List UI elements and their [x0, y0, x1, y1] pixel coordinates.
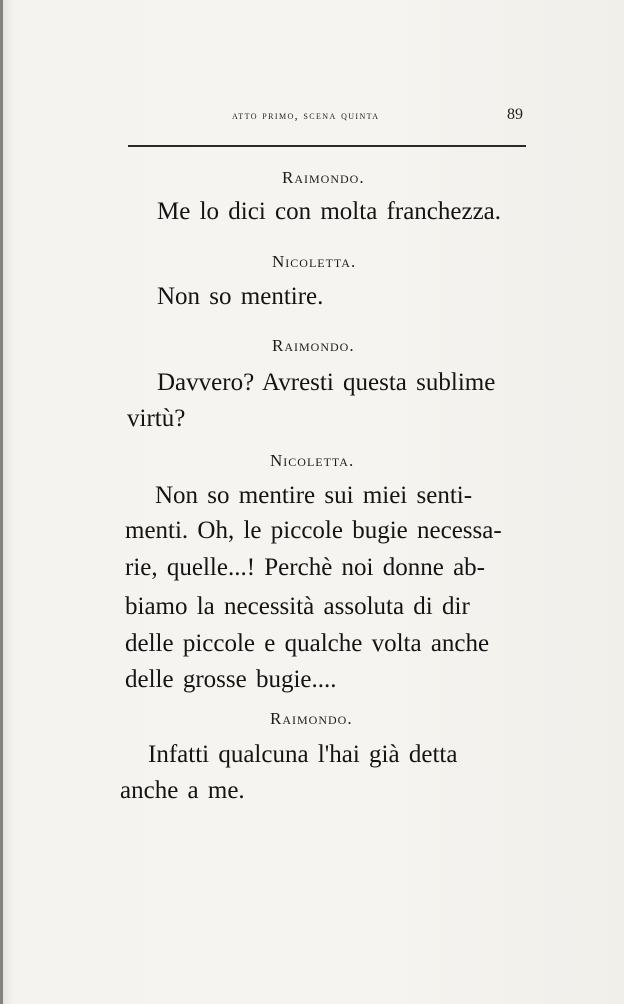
dialogue-line: delle piccole e qualche volta anche: [125, 630, 490, 657]
dialogue-line: Me lo dici con molta franchezza.: [157, 198, 502, 225]
header-rule: [128, 145, 526, 147]
speaker-label: Raimondo.: [282, 168, 365, 187]
dialogue-line: anche a me.: [120, 777, 245, 804]
dialogue-line: delle grosse bugie....: [125, 666, 337, 693]
dialogue-line: Davvero? Avresti questa sublime: [157, 369, 496, 396]
speaker-label: Nicoletta.: [270, 451, 355, 470]
dialogue-line: biamo la necessità assoluta di dir: [125, 593, 470, 620]
speaker-label: Raimondo.: [272, 336, 355, 355]
dialogue-line: rie, quelle...! Perchè noi donne ab-: [125, 554, 486, 581]
dialogue-line: virtù?: [127, 405, 186, 432]
dialogue-line: Non so mentire.: [157, 283, 324, 310]
speaker-label: Nicoletta.: [272, 252, 357, 271]
running-head: atto primo, scena quinta: [232, 108, 380, 122]
dialogue-line: Non so mentire sui miei senti-: [155, 482, 473, 509]
dialogue-line: menti. Oh, le piccole bugie necessa-: [125, 517, 502, 544]
speaker-label: Raimondo.: [270, 709, 353, 728]
dialogue-line: Infatti qualcuna l'hai già detta: [148, 741, 458, 768]
page-edge: [0, 0, 3, 1004]
page-number: 89: [507, 106, 523, 123]
